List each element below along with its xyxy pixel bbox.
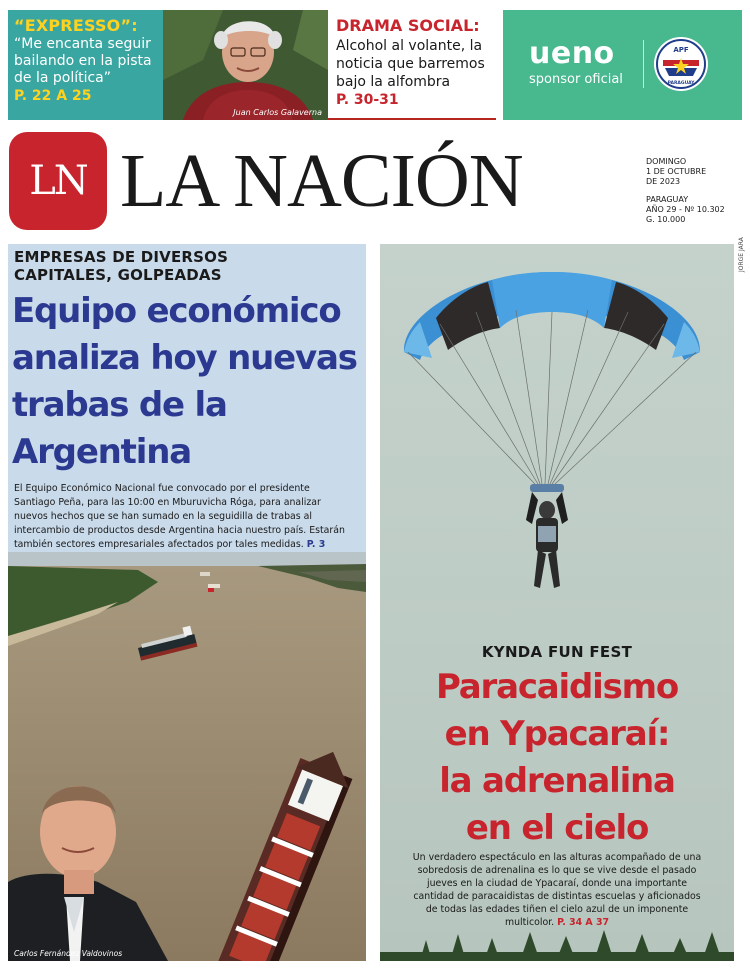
teaser-drama-text [336,37,496,91]
lead-body [14,482,366,552]
portrait-illustration [163,10,328,120]
masthead-meta [646,157,725,225]
portrait-photo [163,10,328,120]
apf-badge-top-text: APF [673,46,689,54]
edition-date: 1 DE OCTUBRE [646,167,707,176]
apf-badge-bottom-text: PARAGUAY [667,81,695,86]
edition-issue: AÑO 29 - Nº 10.302 [646,205,725,214]
teaser-expresso[interactable] [8,10,163,120]
lead-kicker-line: EMPRESAS DE DIVERSOS [14,248,229,266]
teaser-expresso-line: de la política” [14,70,112,86]
feature-body-line: Un verdadero espectáculo en las alturas acompañado de una [412,852,702,863]
teaser-drama-kicker: DRAMA SOCIAL: [336,16,480,35]
photo-credit: JORGE JARA [738,237,745,272]
sponsor-divider [643,40,644,88]
teaser-expresso-pages: P. 22 A 25 [14,88,92,104]
portrait-caption: Juan Carlos Galaverna [233,108,322,117]
feature-body-line: sobredosis de adrenalina es lo que se vive desde el pasado [417,865,697,876]
feature-body-line: jueves en la ciudad de Ypacaraí, donde una importante [426,878,688,889]
lead-body-line: intercambio de productos desde Argentina hacia nuestro país. Estarán [14,525,345,536]
feature-headline-line: Paracaidismo [435,667,679,707]
teaser-drama-line: Alcohol al volante, la [336,38,483,54]
masthead-title: LA NACIÓN [120,139,523,223]
feature-kicker: KYNDA FUN FEST [481,643,633,661]
river-illustration [8,552,366,961]
teaser-drama-line: noticia que barremos [336,56,485,72]
teaser-expresso-line: bailando en la pista [14,53,152,69]
feature-body-last: multicolor. [504,917,555,928]
lead-body-line [14,538,366,552]
feature-headline-line: en el cielo [465,808,649,848]
teaser-expresso-line: “Me encanta seguir [14,36,151,52]
teaser-expresso-kicker: “EXPRESSO”: [14,16,138,35]
lead-kicker-line: CAPITALES, GOLPEADAS [14,266,222,284]
teaser-drama-line: bajo la alfombra [336,74,451,90]
sponsor-role: sponsor oficial [529,72,623,87]
teaser-drama-pages: P. 30-31 [336,92,399,108]
lead-story[interactable] [8,244,366,961]
river-photo [8,552,366,961]
lead-headline-line: trabas de la [12,385,227,425]
lead-page-ref[interactable]: P. 3 [306,539,326,550]
feature-headline-line: la adrenalina [439,761,675,801]
sponsor-banner[interactable] [503,10,742,120]
edition-price: G. 10.000 [646,215,686,224]
feature-body-line: cantidad de paracaidistas de distintas escuelas y aficionados [413,891,701,902]
feature-page-ref[interactable]: P. 34 A 37 [557,917,609,928]
feature-body [404,851,710,929]
lead-body-line: nuevos hechos que se han sumado en la seguidilla de trabas al [14,511,312,522]
edition-year: DE 2023 [646,177,681,186]
feature-headline [380,664,734,852]
river-photo-caption: Carlos Fernández Valdovinos [14,949,123,958]
top-promo-strip [8,10,742,122]
ln-logo[interactable]: LN [9,132,107,230]
teaser-expresso-text [14,36,157,87]
feature-body-line: de todas las edades tiñen el cielo azul de un imponente [425,904,689,915]
lead-kicker [14,248,354,284]
edition-day: DOMINGO [646,157,687,166]
apf-badge-icon [653,36,709,92]
feature-body-line [404,916,710,929]
sponsor-brand: ueno [529,36,615,71]
lead-headline-line: analiza hoy nuevas [12,338,357,378]
feature-headline-line: en Ypacaraí: [444,714,670,754]
lead-headline-line: Argentina [12,432,191,472]
teaser-drama-social[interactable] [328,10,496,120]
feature-story[interactable] [380,244,734,961]
lead-body-last: también sectores empresariales afectados por tales medidas. [14,539,304,550]
lead-headline-line: Equipo económico [12,291,341,331]
edition-country: PARAGUAY [646,195,689,204]
lead-body-line: Santiago Peña, para las 10:00 en Mburuvicha Róga, para analizar [14,497,321,508]
lead-body-line: El Equipo Económico Nacional fue convocado por el presidente [14,483,310,494]
lead-headline [12,288,366,476]
